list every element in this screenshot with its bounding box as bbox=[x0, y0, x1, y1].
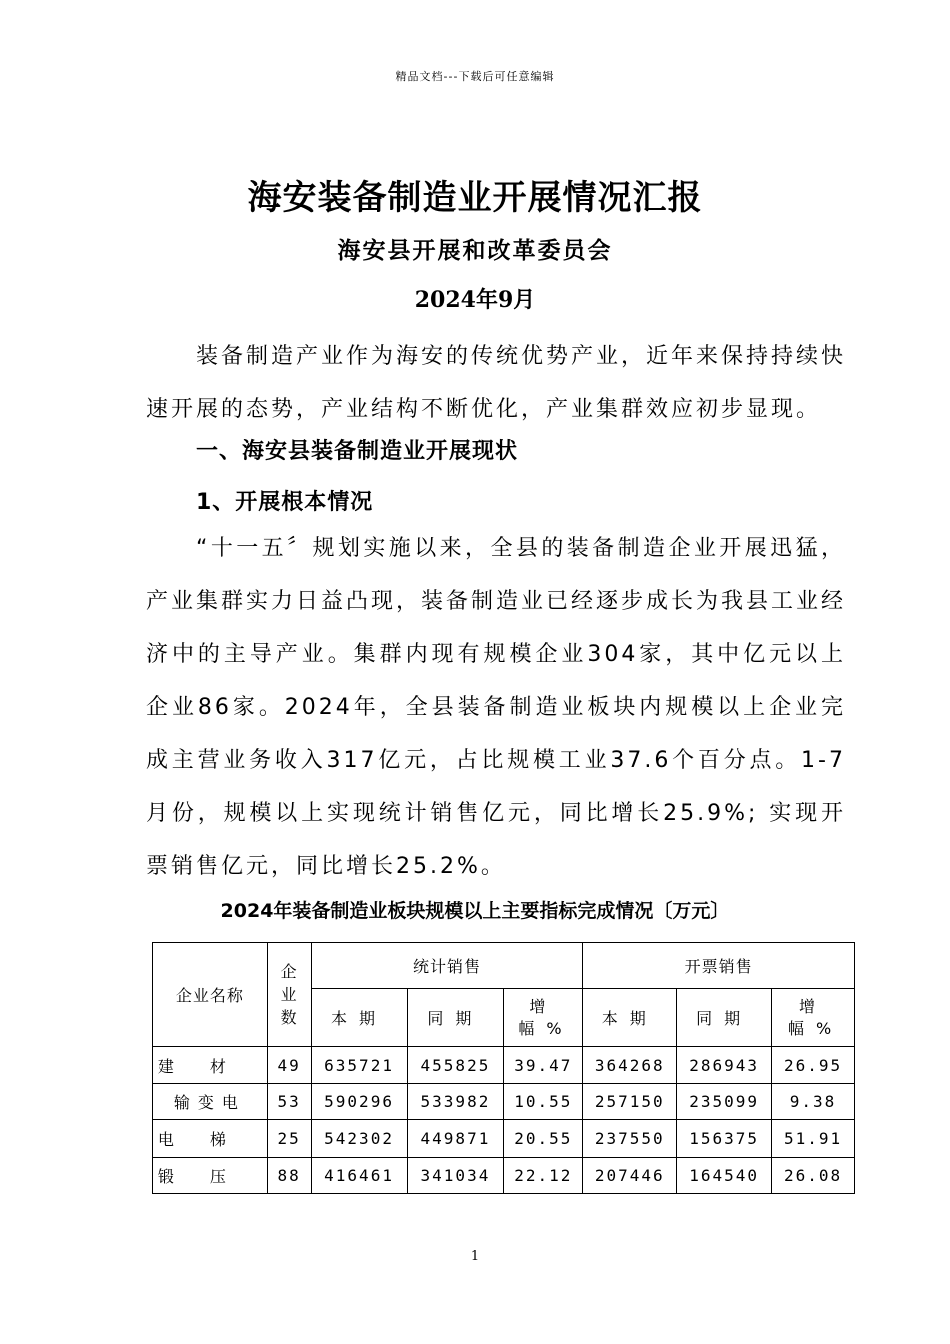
table-row bbox=[153, 1158, 855, 1194]
row-inv-growth: 9.38 bbox=[772, 1084, 855, 1120]
intro-paragraph bbox=[146, 330, 846, 436]
row-stat-current: 635721 bbox=[311, 1047, 407, 1084]
row-count: 25 bbox=[267, 1120, 311, 1158]
row-count: 53 bbox=[267, 1084, 311, 1120]
header-invoice-sales: 开票销售 bbox=[583, 943, 855, 989]
document-date: 2024年9月 bbox=[414, 287, 536, 313]
row-name: 输变电 bbox=[153, 1084, 268, 1120]
table-title: 2024年装备制造业板块规模以上主要指标完成情况〔万元〕 bbox=[220, 900, 730, 922]
body-paragraph bbox=[146, 522, 846, 893]
page-number: 1 bbox=[470, 1249, 480, 1264]
row-inv-current: 257150 bbox=[583, 1084, 677, 1120]
row-stat-current: 416461 bbox=[311, 1158, 407, 1194]
row-inv-growth: 26.95 bbox=[772, 1047, 855, 1084]
header-stat-current: 本期 bbox=[311, 989, 407, 1047]
header-stat-sales: 统计销售 bbox=[311, 943, 583, 989]
indicator-table bbox=[152, 942, 855, 1194]
row-inv-current: 364268 bbox=[583, 1047, 677, 1084]
header-inv-same-period: 同期 bbox=[677, 989, 772, 1047]
document-title: 海安装备制造业开展情况汇报 bbox=[247, 178, 703, 218]
row-stat-prev: 341034 bbox=[407, 1158, 504, 1194]
header-inv-current: 本期 bbox=[583, 989, 677, 1047]
row-count: 88 bbox=[267, 1158, 311, 1194]
row-name: 建材 bbox=[153, 1047, 268, 1084]
row-stat-growth: 22.12 bbox=[504, 1158, 583, 1194]
row-stat-current: 542302 bbox=[311, 1120, 407, 1158]
table-row bbox=[153, 1120, 855, 1158]
header-note: 精品文档---下载后可任意编辑 bbox=[395, 70, 555, 83]
header-stat-growth: 增幅% bbox=[504, 989, 583, 1047]
header-inv-growth: 增幅% bbox=[772, 989, 855, 1047]
subsection-heading: 1、开展根本情况 bbox=[196, 490, 374, 515]
section-heading: 一、海安县装备制造业开展现状 bbox=[196, 439, 519, 464]
row-inv-current: 207446 bbox=[583, 1158, 677, 1194]
row-inv-prev: 164540 bbox=[677, 1158, 772, 1194]
row-stat-current: 590296 bbox=[311, 1084, 407, 1120]
header-stat-same-period: 同期 bbox=[407, 989, 504, 1047]
organization: 海安县开展和改革委员会 bbox=[337, 237, 613, 264]
row-count: 49 bbox=[267, 1047, 311, 1084]
row-inv-growth: 51.91 bbox=[772, 1120, 855, 1158]
row-inv-prev: 235099 bbox=[677, 1084, 772, 1120]
row-name: 电梯 bbox=[153, 1120, 268, 1158]
row-stat-prev: 533982 bbox=[407, 1084, 504, 1120]
body-text: “十一五〞规划实施以来，全县的装备制造企业开展迅猛，产业集群实力日益凸现，装备制造业已经逐步成长为我县工业经济中的主导产业。集群内现有规模企业304家，其中亿元以上企业86家。2024年，全县装备制造业板块内规模以上企业完成主营业务收入317亿元，占比规模工业37.6个百分点。1-7月份，规模以上实现统计销售亿元，同比增长25.9%; 实现开票销售亿元，同比增长25.2%。 bbox=[146, 536, 847, 879]
row-stat-growth: 20.55 bbox=[504, 1120, 583, 1158]
row-stat-prev: 449871 bbox=[407, 1120, 504, 1158]
row-name: 锻压 bbox=[153, 1158, 268, 1194]
row-inv-growth: 26.08 bbox=[772, 1158, 855, 1194]
row-inv-current: 237550 bbox=[583, 1120, 677, 1158]
row-inv-prev: 156375 bbox=[677, 1120, 772, 1158]
intro-text: 装备制造产业作为海安的传统优势产业，近年来保持持续快速开展的态势，产业结构不断优化，产业集群效应初步显现。 bbox=[146, 344, 847, 422]
table-row bbox=[153, 1084, 855, 1120]
row-stat-prev: 455825 bbox=[407, 1047, 504, 1084]
row-stat-growth: 39.47 bbox=[504, 1047, 583, 1084]
row-inv-prev: 286943 bbox=[677, 1047, 772, 1084]
table-row bbox=[153, 1047, 855, 1084]
header-company-name: 企业名称 bbox=[153, 943, 268, 1047]
row-stat-growth: 10.55 bbox=[504, 1084, 583, 1120]
header-company-count: 企业数 bbox=[267, 943, 311, 1047]
